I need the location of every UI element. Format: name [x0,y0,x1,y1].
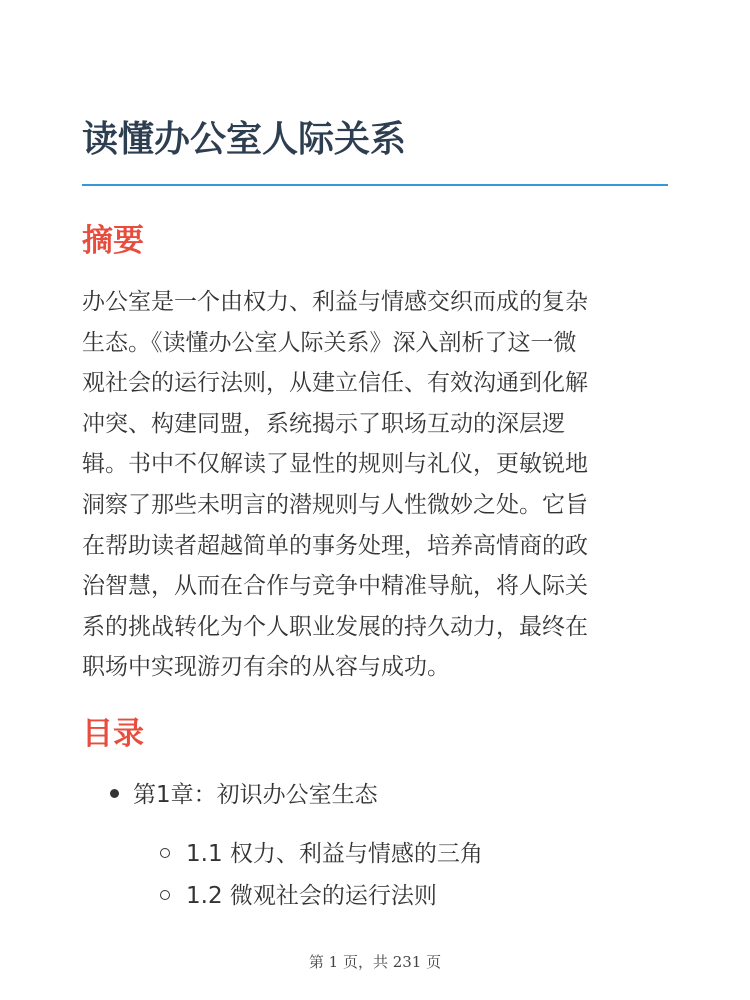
abstract-line: 辑。书中不仅解读了显性的规则与礼仪，更敏锐地 [82,451,588,478]
abstract-paragraph [82,282,682,688]
page-number-footer: 第 1 页，共 231 页 [308,953,442,971]
abstract-line: 洞察了那些未明言的潜规则与人性微妙之处。它旨 [82,491,588,518]
abstract-line: 生态。《读懂办公室人际关系》深入剖析了这一微 [82,329,577,356]
abstract-heading: 摘要 [82,223,144,259]
toc-section-1-2[interactable] [160,880,437,912]
bullet-circle-icon [160,890,170,900]
toc-section-label: 1.1 权力、利益与情感的三角 [186,841,483,867]
toc-section-label: 1.2 微观社会的运行法则 [186,883,437,909]
abstract-line: 办公室是一个由权力、利益与情感交织而成的复杂 [82,289,588,315]
abstract-line: 冲突、构建同盟，系统揭示了职场互动的深层逻 [82,410,565,437]
toc-heading: 目录 [82,716,144,752]
toc-section-1-1[interactable] [160,838,483,870]
bullet-disc-icon [110,789,119,798]
abstract-line: 职场中实现游刃有余的从容与成功。 [82,654,450,681]
abstract-line: 在帮助读者超越简单的事务处理，培养高情商的政 [82,532,588,559]
toc-chapter-1[interactable] [110,779,378,811]
abstract-line: 观社会的运行法则，从建立信任、有效沟通到化解 [82,370,588,397]
bullet-circle-icon [160,848,170,858]
abstract-line: 治智慧，从而在合作与竞争中精准导航，将人际关 [82,573,588,600]
toc-chapter-label: 第1章：初识办公室生态 [133,782,378,808]
title-divider [82,184,668,186]
document-title: 读懂办公室人际关系 [82,119,407,160]
abstract-line: 系的挑战转化为个人职业发展的持久动力，最终在 [82,613,588,640]
